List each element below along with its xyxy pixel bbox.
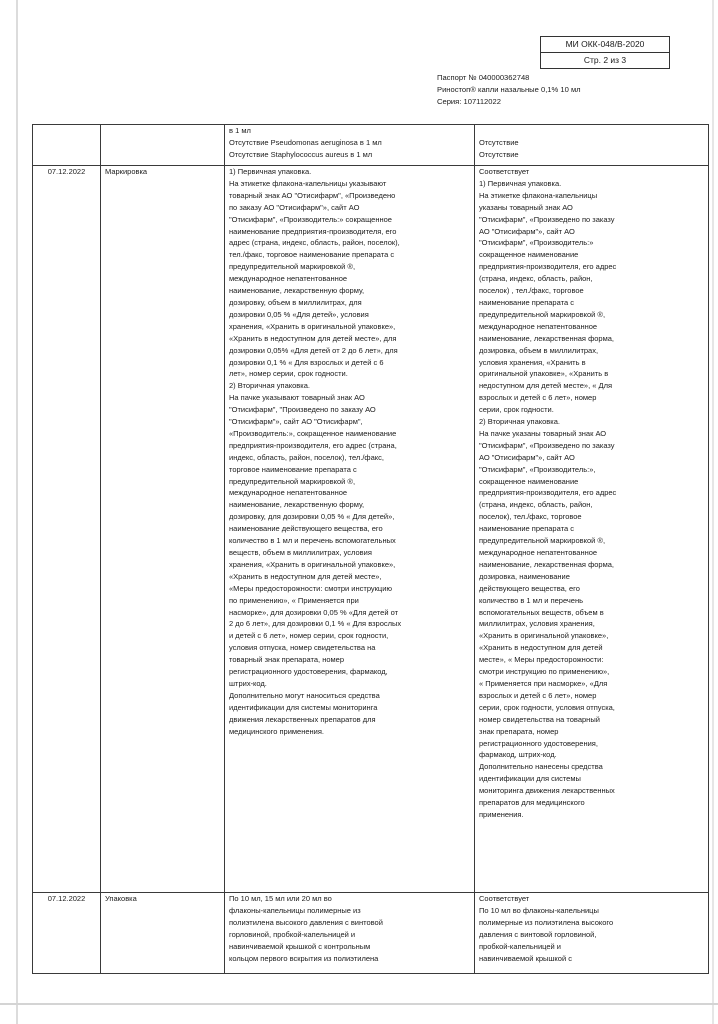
text-line: оригинальной упаковке», «Хранить в — [479, 369, 609, 379]
text-line: АО "Отисифарм"», сайт АО — [479, 226, 575, 236]
text-line: и детей с 6 лет», номер серии, срок годности, — [229, 631, 389, 641]
row-specification — [225, 166, 475, 893]
row-parameter — [101, 125, 225, 166]
text-line: вспомогательных веществ, объем в — [479, 607, 604, 617]
text-line: применения. — [479, 809, 524, 819]
text-line: дозировка, объем в миллилитрах, — [479, 345, 599, 355]
text-line: дозировки 0,1 % « Для взрослых и детей с 6 — [229, 357, 384, 367]
text-line: взрослых и детей с 6 лет», номер — [479, 690, 597, 700]
text-line: дозировка, наименование — [479, 571, 570, 581]
text-line: смотри инструкцию по применению», — [479, 667, 610, 677]
text-line: (страна, индекс, область, район, — [479, 500, 593, 510]
text-line: Отсутствие Staphylococcus aureus в 1 мл — [229, 149, 373, 159]
text-line: сокращенное наименование — [479, 476, 579, 486]
text-line: регистрационного удостоверения, — [479, 738, 598, 748]
passport-header — [437, 72, 581, 108]
text-line: По 10 мл, 15 мл или 20 мл во — [229, 894, 332, 903]
text-line: давления с винтовой горловиной, — [479, 929, 597, 939]
text-line: 2) Вторичная упаковка. — [229, 381, 310, 391]
text-line: "Отисифарм", "Произведено по заказу АО — [229, 405, 376, 415]
text-line: « Применяется при насморке», «Для — [479, 678, 608, 688]
text-line: международное непатентованное — [479, 321, 598, 331]
text-line: лет», номер серии, срок годности. — [229, 369, 348, 379]
text-line: штрих-код. — [229, 678, 267, 688]
text-line: предприятия-производителя, его адрес (страна, — [229, 440, 397, 450]
text-line: тел./факс, торговое наименование препарата с — [229, 250, 395, 260]
text-line: "Отисифарм", «Произведено по заказу — [479, 440, 615, 450]
text-line: Соответствует — [479, 894, 530, 903]
text-line: "Отисифарм", «Производитель:» — [479, 238, 594, 248]
text-line: Дополнительно могут наноситься средства — [229, 690, 380, 700]
text-line: условия хранения, «Хранить в — [479, 357, 586, 367]
text-line: предупредительной маркировкой ®, — [229, 262, 356, 272]
text-line: номер свидетельства на товарный — [479, 714, 600, 724]
text-line: Отсутствие — [479, 137, 519, 147]
text-line: идентификации для системы мониторинга — [229, 702, 378, 712]
document-code-box — [540, 36, 670, 69]
table-row — [33, 893, 709, 974]
text-line: На этикетке флакона-капельницы — [479, 190, 598, 200]
doc-code: МИ ОКК-048/В-2020 — [541, 37, 669, 53]
row-date: 07.12.2022 — [33, 166, 101, 893]
row-specification — [225, 125, 475, 166]
text-line: товарный знак препарата, номер — [229, 655, 345, 665]
text-line: в 1 мл — [229, 126, 251, 135]
text-line: условия отпуска, номер свидетельства на — [229, 643, 376, 653]
row-date — [33, 125, 101, 166]
text-line: количество в 1 мл и перечень вспомогательных — [229, 536, 396, 546]
text-line: предупредительной маркировкой ®, — [479, 309, 606, 319]
row-parameter: Маркировка — [101, 166, 225, 893]
text-line: "Отисифарм"», сайт АО "Отисифарм", — [229, 417, 363, 427]
text-line: "Отисифарм", «Произведено по заказу — [479, 214, 615, 224]
text-line: «Хранить в недоступном для детей месте», — [229, 571, 382, 581]
text-line: международное непатентованное — [229, 274, 348, 284]
text-line: навинчиваемой крышкой с контрольным — [229, 941, 371, 951]
text-line: наименование препарата с — [479, 524, 574, 534]
text-line: насморке», для дозировки 0,05 % «Для детей от — [229, 607, 399, 617]
scan-edge-right — [712, 0, 714, 1024]
text-line — [479, 125, 704, 137]
text-line: торговое наименование препарата с — [229, 464, 357, 474]
text-line: международное непатентованное — [479, 548, 598, 557]
text-line: идентификации для системы — [479, 774, 581, 784]
row-result — [475, 166, 709, 893]
text-line: наименование препарата с — [479, 297, 574, 307]
row-result — [475, 893, 709, 974]
text-line: «Производитель:», сокращенное наименование — [229, 428, 397, 438]
text-line: полимерные из полиэтилена высокого — [479, 917, 614, 927]
text-line: На этикетке флакона-капельницы указывают — [229, 178, 387, 188]
text-line: по применению», « Применяется при — [229, 595, 359, 605]
text-line: Отсутствие Pseudomonas aeruginosa в 1 мл — [229, 137, 382, 147]
text-line: кольцом первого вскрытия из полиэтилена — [229, 953, 379, 963]
text-line: индекс, область, район, поселок), тел./факс, — [229, 452, 384, 462]
text-line: сокращенное наименование — [479, 250, 579, 260]
text-line: дозировку, для дозировки 0,05 % « Для детей», — [229, 512, 395, 522]
text-line: адрес (страна, индекс, область, район, поселок), — [229, 238, 400, 248]
text-line: наименование, лекарственная форма, — [479, 333, 614, 343]
text-line: Отсутствие — [479, 149, 519, 159]
text-line: предупредительной маркировкой ®, — [229, 476, 356, 486]
text-line: На пачке указывают товарный знак АО — [229, 393, 365, 403]
table-row — [33, 166, 709, 893]
table-row — [33, 125, 709, 166]
text-line: взрослых и детей с 6 лет», номер — [479, 393, 597, 403]
text-line: фармакод, штрих-код. — [479, 750, 557, 760]
page-number: Стр. 2 из 3 — [583, 55, 627, 65]
row-parameter: Упаковка — [101, 893, 225, 974]
test-results-table — [32, 124, 709, 974]
text-line: «Меры предосторожности: смотри инструкцию — [229, 583, 393, 593]
text-line: 1) Первичная упаковка. — [479, 178, 562, 188]
text-line: полиэтилена высокого давления с винтовой — [229, 917, 383, 927]
text-line: месте», « Меры предосторожности: — [479, 655, 604, 665]
text-line: предупредительной маркировкой ®, — [479, 536, 606, 546]
text-line: Соответствует — [479, 167, 530, 176]
passport-number: Паспорт № 040000362748 — [437, 73, 530, 82]
text-line: навинчиваемой крышкой с — [479, 953, 572, 963]
text-line: хранения, «Хранить в оригинальной упаковке», — [229, 559, 396, 569]
text-line: флаконы-капельницы полимерные из — [229, 905, 361, 915]
scan-edge-bottom — [0, 1003, 718, 1005]
text-line: дозировки 0,05 % «Для детей», условия — [229, 309, 369, 319]
text-line: мониторинга движения лекарственных — [479, 786, 615, 796]
text-line: знак препарата, номер — [479, 726, 559, 736]
text-line: наименование, лекарственную форму, — [229, 286, 365, 296]
text-line: «Хранить в недоступном для детей — [479, 643, 603, 653]
text-line: поселок) , тел./факс, торговое — [479, 286, 584, 296]
text-line: горловиной, пробкой-капельницей и — [229, 929, 356, 939]
row-specification — [225, 893, 475, 974]
text-line: международное непатентованное — [229, 488, 348, 498]
text-line: медицинского применения. — [229, 726, 325, 736]
text-line: недоступном для детей месте», « Для — [479, 381, 613, 391]
text-line: дозировки 0,05% «Для детей от 2 до 6 лет», для — [229, 345, 398, 355]
text-line: наименование, лекарственная форма, — [479, 559, 614, 569]
text-line: пробкой-капельницей и — [479, 941, 561, 951]
text-line: «Хранить в оригинальной упаковке», — [479, 631, 609, 641]
text-line: "Отисифарм", «Производитель:», — [479, 464, 596, 474]
text-line: движения лекарственных препаратов для — [229, 714, 376, 724]
row-result — [475, 125, 709, 166]
text-line: На пачке указаны товарный знак АО — [479, 428, 607, 438]
text-line: действующего вещества, его — [479, 583, 580, 593]
text-line: дозировку, объем в миллилитрах, для — [229, 297, 362, 307]
text-line: веществ, объем в миллилитрах, условия — [229, 548, 372, 557]
row-date: 07.12.2022 — [33, 893, 101, 974]
text-line: 1) Первичная упаковка. — [229, 167, 312, 176]
text-line: АО "Отисифарм"», сайт АО — [479, 452, 575, 462]
text-line: Дополнительно нанесены средства — [479, 762, 603, 772]
series-number: Серия: 107112022 — [437, 97, 501, 106]
text-line: по заказу АО "Отисифарм"», сайт АО — [229, 202, 360, 212]
text-line: количество в 1 мл и перечень — [479, 595, 584, 605]
text-line: товарный знак АО "Отисифарм", «Произведено — [229, 190, 396, 200]
text-line: 2) Вторичная упаковка. — [479, 417, 560, 427]
text-line: «Хранить в недоступном для детей месте», для — [229, 333, 397, 343]
text-line: указаны товарный знак АО — [479, 202, 573, 212]
text-line: По 10 мл во флаконы-капельницы — [479, 905, 599, 915]
text-line: препаратов для медицинского — [479, 798, 585, 808]
text-line: (страна, индекс, область, район, — [479, 274, 593, 284]
text-line: наименование, лекарственную форму, — [229, 500, 365, 510]
text-line: серии, срок годности, условия отпуска, — [479, 702, 615, 712]
text-line: наименование предприятия-производителя, его — [229, 226, 397, 236]
text-line: 2 до 6 лет», для дозировки 0,1 % « Для взрослых — [229, 619, 402, 629]
text-line: миллилитрах, условия хранения, — [479, 619, 595, 629]
text-line: серии, срок годности. — [479, 405, 554, 415]
text-line: наименование действующего вещества, его — [229, 524, 383, 534]
text-line: "Отисифарм", «Производитель:» сокращенное — [229, 214, 392, 224]
product-name: Риностоп® капли назальные 0,1% 10 мл — [437, 85, 581, 94]
scan-edge-left — [16, 0, 18, 1024]
text-line: поселок), тел./факс, торговое — [479, 512, 582, 522]
text-line: предприятия-производителя, его адрес — [479, 262, 617, 272]
text-line: хранения, «Хранить в оригинальной упаковке», — [229, 321, 396, 331]
text-line: регистрационного удостоверения, фармакод, — [229, 667, 388, 677]
text-line: предприятия-производителя, его адрес — [479, 488, 617, 498]
